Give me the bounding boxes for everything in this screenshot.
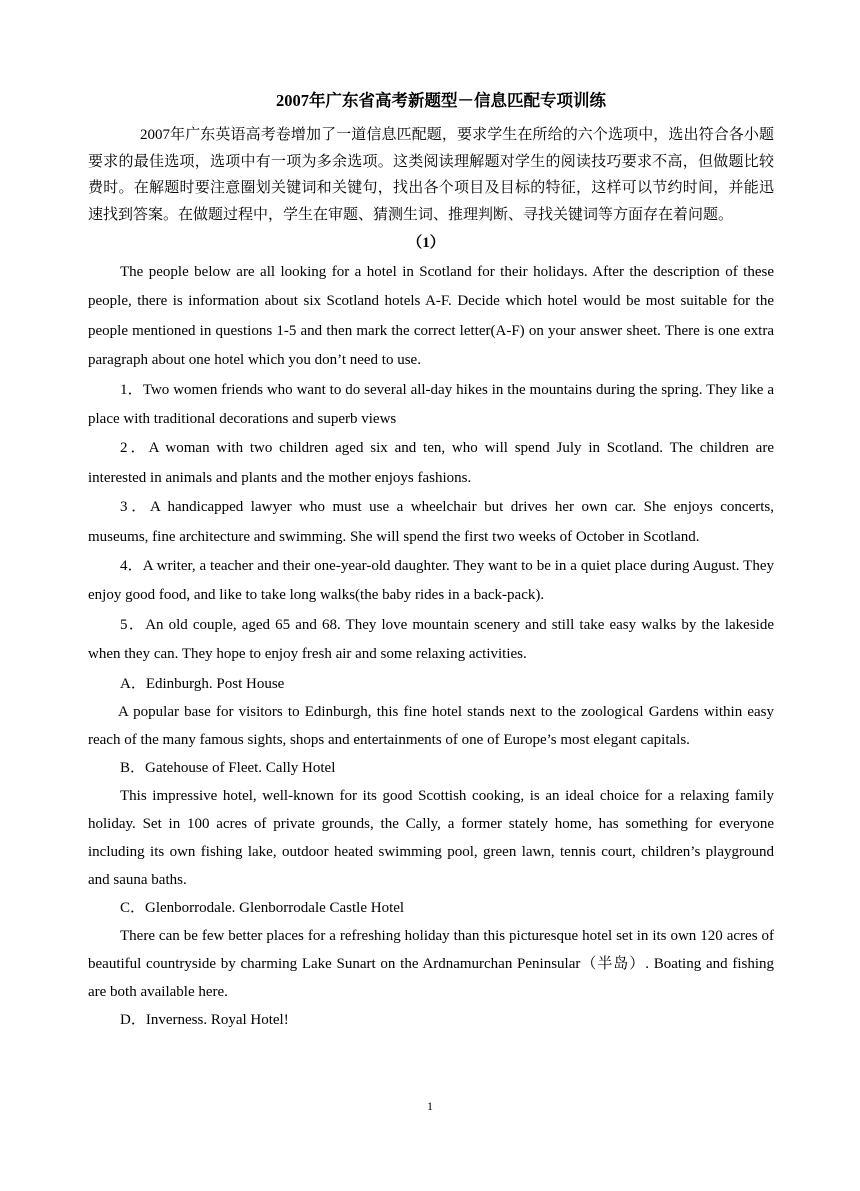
section-number: （1） [407, 235, 445, 251]
intro-paragraph: 2007年广东英语高考卷增加了一道信息匹配题，要求学生在所给的六个选项中，选出符合各小题要求的最佳选项，选项中有一项为多余选项。这类阅读理解题对学生的阅读技巧要求不高，但做题比较费时。在解题时要注意圈划关键词和关键句，找出各个项目及目标的特征，这样可以节约时间，并能迅速找到答案。在做题过程中，学生在审题、猜测生词、推理判断、寻找关键词等方面存在着问题。 [88, 127, 774, 223]
option-b-description: This impressive hotel, well-known for its good Scottish cooking, is an ideal choice for a relaxing family holiday. Set in 100 acres of private grounds, the Cally, a former stately home, has something for everyone including its own fishing lake, outdoor heated swimming pool, green lawn, tennis court, children’s playground and sauna baths. [88, 787, 774, 888]
question-1: 1．Two women friends who want to do several all-day hikes in the mountains during the spring. They like a place with traditional decorations and superb views [88, 381, 774, 428]
question-4: 4．A writer, a teacher and their one-year-old daughter. They want to be in a quiet place during August. They enjoy good food, and like to take long walks(the baby rides in a back-pack). [88, 558, 774, 604]
question-2: 2．A woman with two children aged six and ten, who will spend July in Scotland. The children are interested in animals and plants and the mother enjoys fashions. [88, 440, 774, 486]
option-c-heading: C．Glenborrodale. Glenborrodale Castle Hotel [120, 899, 405, 916]
page-title: 2007年广东省高考新题型－信息匹配专项训练 [276, 91, 606, 110]
page-number: 1 [427, 1099, 433, 1113]
question-5: 5．An old couple, aged 65 and 68. They love mountain scenery and still take easy walks by the lakeside when they can. They hope to enjoy fresh air and some relaxing activities. [88, 616, 774, 663]
option-a-heading: A．Edinburgh. Post House [120, 675, 285, 692]
option-a-description: A popular base for visitors to Edinburgh, this fine hotel stands next to the zoological Gardens within easy reach of the many famous sights, shops and entertainments of one of Europe’s most elegant capitals. [88, 703, 774, 748]
option-b-heading: B．Gatehouse of Fleet. Cally Hotel [120, 759, 336, 776]
document-page [88, 86, 774, 1034]
option-c-description: There can be few better places for a refreshing holiday than this picturesque hotel set in its own 120 acres of beautiful countryside by charming Lake Sunart on the Ardnamurchan Peninsular（半岛）. Boating and fishing are both available here. [88, 927, 774, 1000]
question-3: 3．A handicapped lawyer who must use a wheelchair but drives her own car. She enjoys concerts, museums, fine architecture and swimming. She will spend the first two weeks of October in Scotland. [88, 499, 774, 545]
option-d-heading: D．Inverness. Royal Hotel! [120, 1011, 289, 1028]
instructions-paragraph: The people below are all looking for a hotel in Scotland for their holidays. After the description of these people, there is information about six Scotland hotels A-F. Decide which hotel would be most suitable for the people mentioned in questions 1-5 and then mark the correct letter(A-F) on your answer sheet. There is one extra paragraph about one hotel which you don’t need to use. [88, 264, 774, 369]
